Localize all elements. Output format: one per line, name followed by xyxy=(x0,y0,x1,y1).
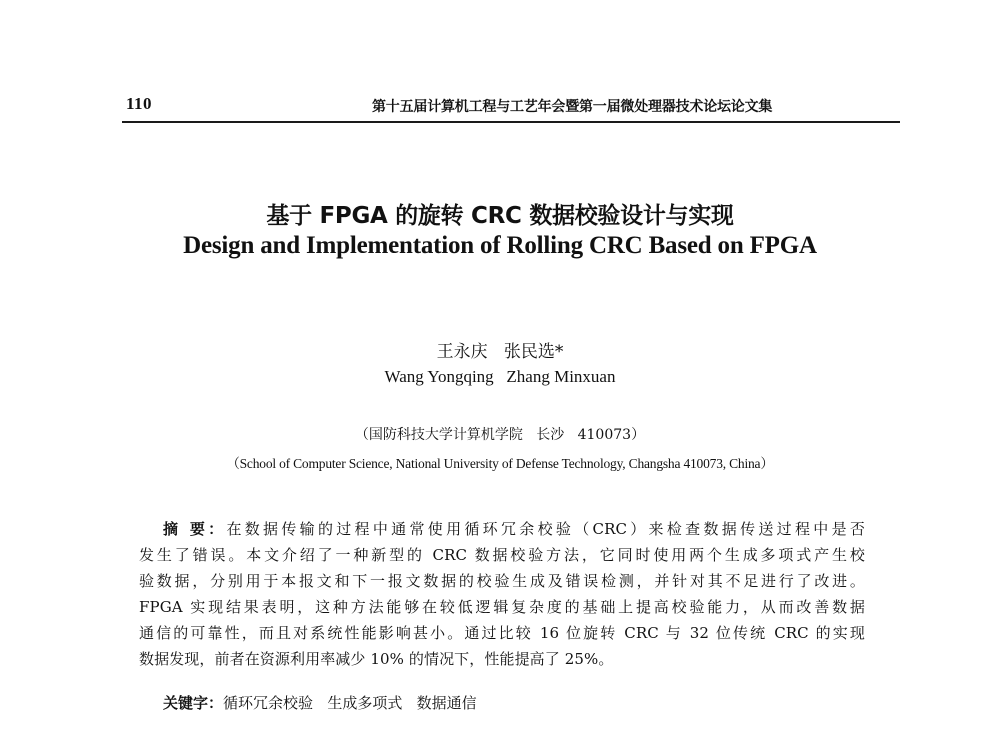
abstract-line: FPGA 实现结果表明，这种方法能够在较低逻辑复杂度的基础上提高校验能力，从而改善数据 xyxy=(139,598,865,616)
authors-english: Wang Yongqing Zhang Minxuan xyxy=(384,367,616,386)
abstract-line xyxy=(139,516,865,542)
keywords-text: 循环冗余校验 生成多项式 数据通信 xyxy=(223,694,477,712)
header-rule xyxy=(122,121,900,123)
affiliation-chinese: （国防科技大学计算机学院 长沙 410073） xyxy=(354,427,646,443)
title-chinese: 基于 FPGA 的旋转 CRC 数据校验设计与实现 xyxy=(266,203,734,229)
title-english: Design and Implementation of Rolling CRC Based on FPGA xyxy=(183,232,817,259)
running-title: 第十五届计算机工程与工艺年会暨第一届微处理器技术论坛论文集 xyxy=(372,99,773,115)
page-number: 110 xyxy=(126,94,153,113)
abstract-line: 数据发现，前者在资源利用率减少 10% 的情况下，性能提高了 25%。 xyxy=(139,650,614,668)
abstract-line: 发生了错误。本文介绍了一种新型的 CRC 数据校验方法，它同时使用两个生成多项式产生校 xyxy=(139,546,865,564)
abstract-line: 验数据，分别用于本报文和下一报文数据的校验生成及错误检测，并针对其不足进行了改进。 xyxy=(139,572,865,590)
keywords xyxy=(163,692,477,713)
affiliation-english: （School of Computer Science, National University of Defense Technology, Changsha 410073, China） xyxy=(226,456,774,471)
abstract-label: 摘 要： xyxy=(163,520,227,538)
abstract xyxy=(139,516,865,672)
authors-chinese: 王永庆 张民选* xyxy=(436,342,564,362)
abstract-line: 通信的可靠性，而且对系统性能影响甚小。通过比较 16 位旋转 CRC 与 32 位传统 CRC 的实现 xyxy=(139,624,865,642)
abstract-text: 在数据传输的过程中通常使用循环冗余校验（CRC）来检查数据传送过程中是否 xyxy=(226,520,865,538)
keywords-label: 关键字： xyxy=(163,694,224,712)
